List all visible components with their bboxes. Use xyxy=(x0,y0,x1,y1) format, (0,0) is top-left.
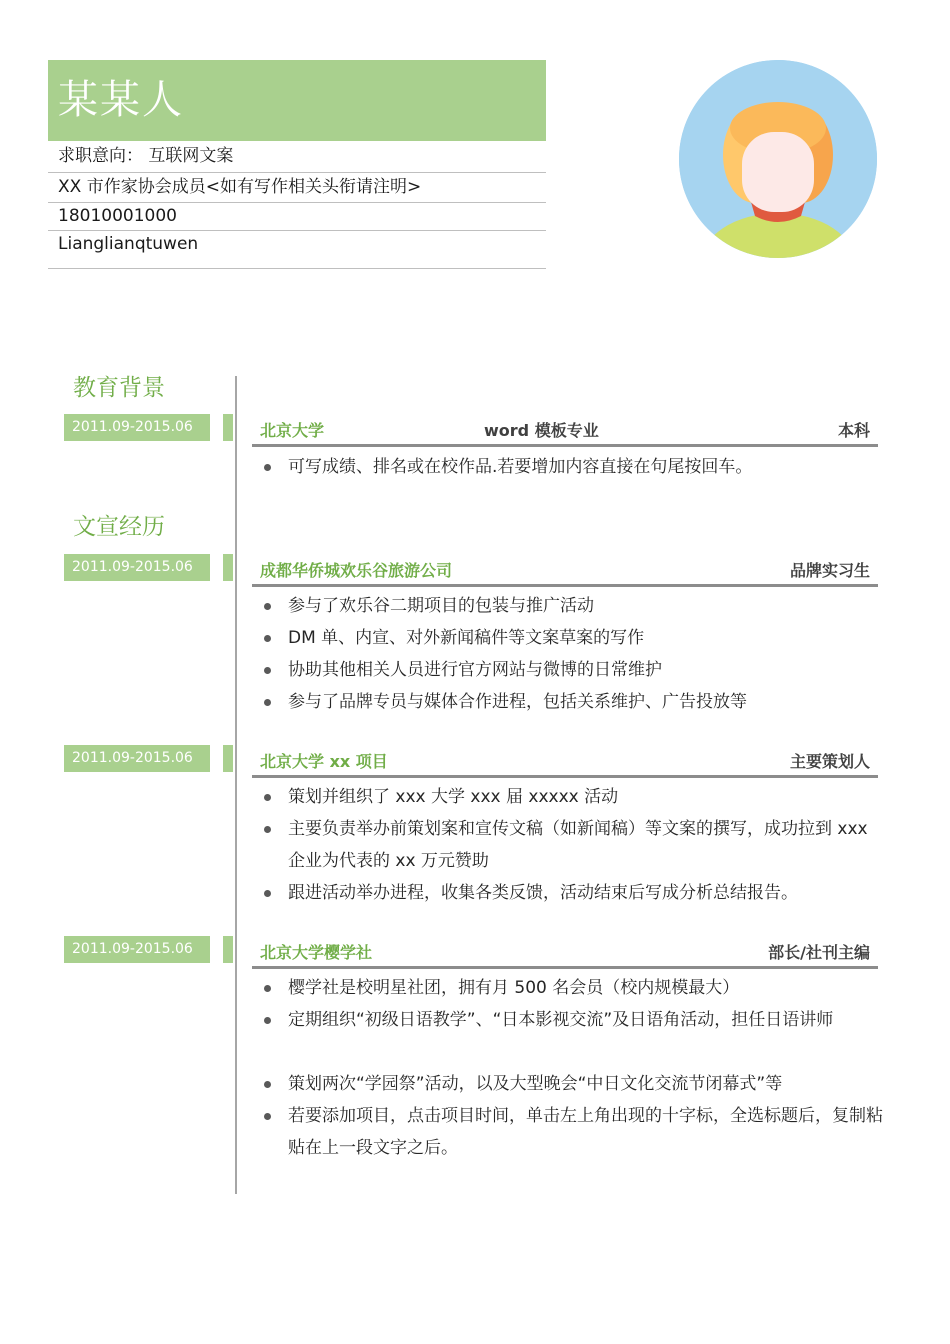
membership: XX 市作家协会成员<如有写作相关头衔请注明> xyxy=(58,177,422,197)
list-item: 参与了欢乐谷二期项目的包装与推广活动 xyxy=(288,590,884,622)
entry-date: 2011.09-2015.06 xyxy=(64,554,210,581)
job-objective: 求职意向： 互联网文案 xyxy=(58,146,234,166)
degree: 本科 xyxy=(837,421,870,440)
major: word 模板专业 xyxy=(484,421,599,440)
school-name: 北京大学 xyxy=(260,421,325,440)
timeline-marker xyxy=(223,554,233,581)
timeline-marker xyxy=(223,745,233,772)
timeline-marker xyxy=(223,936,233,963)
list-item: 可写成绩、排名或在校作品.若要增加内容直接在句尾按回车。 xyxy=(288,451,884,483)
section-title-experience: 文宣经历 xyxy=(73,514,165,540)
entry-date: 2011.09-2015.06 xyxy=(64,745,210,772)
list-item: 策划两次“学园祭”活动，以及大型晚会“中日文化交流节闭幕式”等 xyxy=(288,1068,884,1100)
list-item: 樱学社是校明星社团，拥有月 500 名会员（校内规模最大） xyxy=(288,972,884,1004)
education-date: 2011.09-2015.06 xyxy=(64,414,210,441)
section-title-education: 教育背景 xyxy=(73,375,165,401)
entry-header xyxy=(252,556,878,587)
handle: Lianglianqtuwen xyxy=(58,234,199,254)
entry-header xyxy=(252,938,878,969)
phone-number: 18010001000 xyxy=(58,206,177,226)
organization: 成都华侨城欢乐谷旅游公司 xyxy=(260,561,453,580)
organization: 北京大学 xx 项目 xyxy=(260,752,388,771)
list-item: 主要负责举办前策划案和宣传文稿（如新闻稿）等文案的撰写，成功拉到 xxx 企业为代表的 xx 万元赞助 xyxy=(288,813,884,877)
organization: 北京大学樱学社 xyxy=(260,943,373,962)
role: 品牌实习生 xyxy=(789,561,870,580)
education-header xyxy=(252,416,878,447)
entry-header xyxy=(252,747,878,778)
candidate-name: 某某人 xyxy=(58,77,184,123)
role: 主要策划人 xyxy=(789,752,870,771)
list-item: 协助其他相关人员进行官方网站与微博的日常维护 xyxy=(288,654,884,686)
role: 部长/社刊主编 xyxy=(768,943,870,962)
list-item: 定期组织“初级日语教学”、“日本影视交流”及日语角活动，担任日语讲师 xyxy=(288,1004,884,1036)
list-item: 策划并组织了 xxx 大学 xxx 届 xxxxx 活动 xyxy=(288,781,884,813)
person-avatar-icon xyxy=(679,60,877,258)
list-item: 若要添加项目，点击项目时间，单击左上角出现的十字标，全选标题后，复制粘贴在上一段文字之后。 xyxy=(288,1100,884,1164)
entry-date: 2011.09-2015.06 xyxy=(64,936,210,963)
timeline-marker xyxy=(223,414,233,441)
list-item: 参与了品牌专员与媒体合作进程，包括关系维护、广告投放等 xyxy=(288,686,884,718)
list-item: 跟进活动举办进程，收集各类反馈，活动结束后写成分析总结报告。 xyxy=(288,877,884,909)
timeline-line xyxy=(235,376,237,1194)
list-item: DM 单、内宣、对外新闻稿件等文案草案的写作 xyxy=(288,622,884,654)
